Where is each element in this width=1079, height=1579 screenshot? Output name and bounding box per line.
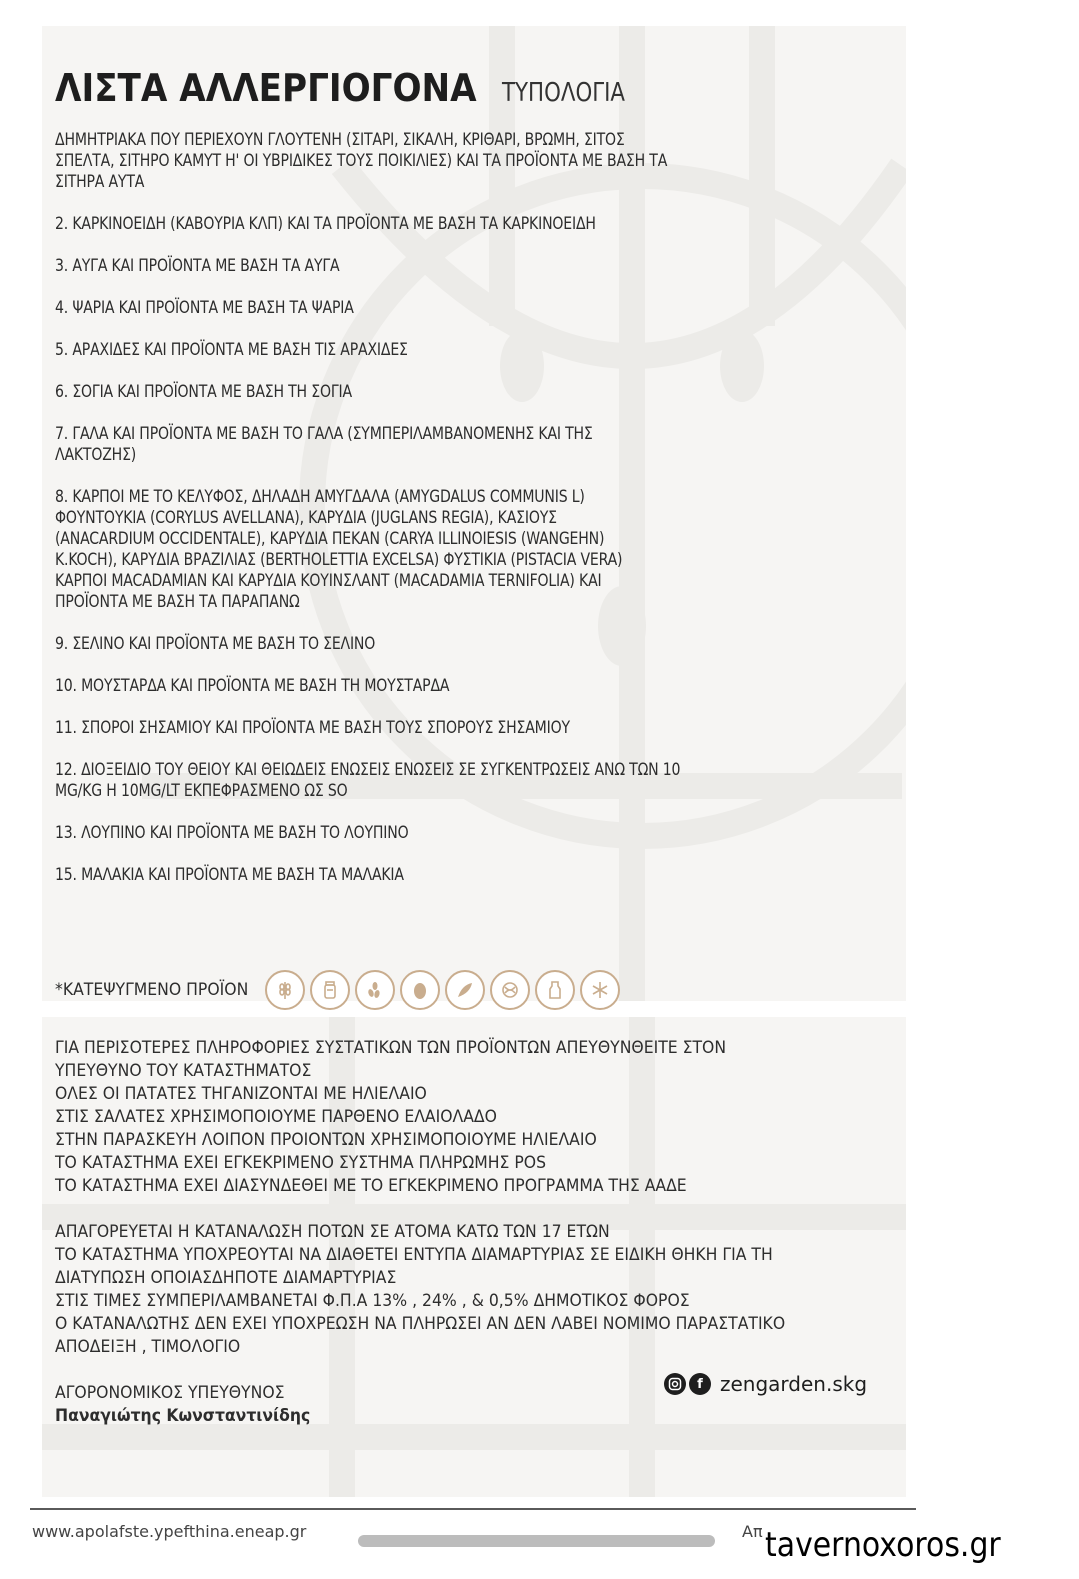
- nut-icon: [490, 970, 530, 1010]
- wheat-icon: [265, 970, 305, 1010]
- fish-icon: [445, 970, 485, 1010]
- info-block-legal: [55, 1221, 885, 1359]
- allergen-item: [55, 865, 885, 886]
- info-line: ΣΤΙΣ ΣΑΛΑΤΕΣ ΧΡΗΣΙΜΟΠΟΙΟΥΜΕ ΠΑΡΘΕΝΟ ΕΛΑΙΟΛΑΔΟ: [55, 1107, 497, 1127]
- social-links: [664, 1372, 867, 1396]
- allergen-line: 2. ΚΑΡΚΙΝΟΕΙΔΗ (ΚΑΒΟΥΡΙΑ ΚΛΠ) ΚΑΙ ΤΑ ΠΡΟΪΟΝΤΑ ΜΕ ΒΑΣΗ ΤΑ ΚΑΡΚΙΝΟΕΙΔΗ: [55, 214, 596, 234]
- info-line: ΤΟ ΚΑΤΑΣΤΗΜΑ ΥΠΟΧΡΕΟΥΤΑΙ ΝΑ ΔΙΑΘΕΤΕΙ ΕΝΤΥΠΑ ΔΙΑΜΑΡΤΥΡΙΑΣ ΣΕ ΕΙΔΙΚΗ ΘΗΚΗ ΓΙΑ ΤΗ: [55, 1245, 773, 1265]
- allergen-item: [55, 718, 885, 739]
- allergen-line: 4. ΨΑΡΙΑ ΚΑΙ ΠΡΟΪΟΝΤΑ ΜΕ ΒΑΣΗ ΤΑ ΨΑΡΙΑ: [55, 298, 354, 318]
- milk-bottle-icon: [535, 970, 575, 1010]
- allergen-line: MG/KG H 10MG/LT ΕΚΠΕΦΡΑΣΜΕΝΟ ΩΣ SO: [55, 781, 348, 801]
- allergen-item: [55, 823, 885, 844]
- allergen-item: [55, 424, 885, 466]
- allergen-line: 5. ΑΡΑΧΙΔΕΣ ΚΑΙ ΠΡΟΪΟΝΤΑ ΜΕ ΒΑΣΗ ΤΙΣ ΑΡΑΧΙΔΕΣ: [55, 340, 408, 360]
- snowflake-icon: [580, 970, 620, 1010]
- instagram-icon[interactable]: [664, 1373, 686, 1395]
- allergen-item: [55, 382, 885, 403]
- egg-icon: [400, 970, 440, 1010]
- info-line: Ο ΚΑΤΑΝΑΛΩΤΗΣ ΔΕΝ ΕΧΕΙ ΥΠΟΧΡΕΩΣΗ ΝΑ ΠΛΗΡΩΣΕΙ ΑΝ ΔΕΝ ΛΑΒΕΙ ΝΟΜΙΜΟ ΠΑΡΑΣΤΑΤΙΚΟ: [55, 1314, 786, 1334]
- social-handle[interactable]: zengarden.skg: [720, 1372, 868, 1396]
- allergen-list: [55, 130, 885, 907]
- footer-right-text: Απ: [742, 1522, 763, 1541]
- allergen-item: [55, 298, 885, 319]
- allergen-line: 8. ΚΑΡΠΟΙ ΜΕ ΤΟ ΚΕΛΥΦΟΣ, ΔΗΛΑΔΗ ΑΜΥΓΔΑΛΑ (AMYGDALUS COMMUNIS L): [55, 487, 585, 507]
- info-line: ΥΠΕΥΘΥΝΟ ΤΟΥ ΚΑΤΑΣΤΗΜΑΤΟΣ: [55, 1061, 312, 1081]
- allergen-line: 11. ΣΠΟΡΟΙ ΣΗΣΑΜΙΟΥ ΚΑΙ ΠΡΟΪΟΝΤΑ ΜΕ ΒΑΣΗ ΤΟΥΣ ΣΠΟΡΟΥΣ ΣΗΣΑΜΙΟΥ: [55, 718, 570, 738]
- allergen-item: [55, 340, 885, 361]
- horizontal-scrollbar[interactable]: [358, 1535, 715, 1547]
- info-line: ΑΠΟΔΕΙΞΗ , ΤΙΜΟΛΟΓΙΟ: [55, 1337, 241, 1357]
- allergen-line: 6. ΣΟΓΙΑ ΚΑΙ ΠΡΟΪΟΝΤΑ ΜΕ ΒΑΣΗ ΤΗ ΣΟΓΙΑ: [55, 382, 352, 402]
- info-line: ΣΤΙΣ ΤΙΜΕΣ ΣΥΜΠΕΡΙΛΑΜΒΑΝΕΤΑΙ Φ.Π.Α 13% , 24% , & 0,5% ΔΗΜΟΤΙΚΟΣ ΦΟΡΟΣ: [55, 1291, 690, 1311]
- frozen-label: *ΚΑΤΕΨΥΓΜΕΝΟ ΠΡΟΪΟΝ: [55, 980, 249, 1000]
- allergen-line: 10. ΜΟΥΣΤΑΡΔΑ ΚΑΙ ΠΡΟΪΟΝΤΑ ΜΕ ΒΑΣΗ ΤΗ ΜΟΥΣΤΑΡΔΑ: [55, 676, 450, 696]
- allergen-icons: [265, 970, 625, 1010]
- page-title: ΛΙΣΤΑ ΑΛΛΕΡΓΙΟΓΟΝΑ: [55, 66, 477, 110]
- allergen-line: 9. ΣΕΛΙΝΟ ΚΑΙ ΠΡΟΪΟΝΤΑ ΜΕ ΒΑΣΗ ΤΟ ΣΕΛΙΝΟ: [55, 634, 376, 654]
- allergen-line: 7. ΓΑΛΑ ΚΑΙ ΠΡΟΪΟΝΤΑ ΜΕ ΒΑΣΗ ΤΟ ΓΑΛΑ (ΣΥΜΠΕΡΙΛΑΜΒΑΝΟΜΕΝΗΣ ΚΑΙ ΤΗΣ: [55, 424, 593, 444]
- info-line: ΣΤΗΝ ΠΑΡΑΣΚΕΥΗ ΛΟΙΠΟΝ ΠΡΟΙΟΝΤΩΝ ΧΡΗΣΙΜΟΠΟΙΟΥΜΕ ΗΛΙΕΛΑΙΟ: [55, 1130, 597, 1150]
- allergen-item: [55, 214, 885, 235]
- allergen-item: [55, 634, 885, 655]
- seeds-icon: [355, 970, 395, 1010]
- allergen-item: [55, 760, 885, 802]
- frozen-legend: [55, 970, 625, 1010]
- jar-icon: [310, 970, 350, 1010]
- allergen-line: 3. ΑΥΓΑ ΚΑΙ ΠΡΟΪΟΝΤΑ ΜΕ ΒΑΣΗ ΤΑ ΑΥΓΑ: [55, 256, 340, 276]
- facebook-icon[interactable]: f: [689, 1373, 711, 1395]
- allergen-line: (ANACARDIUM OCCIDENTALE), ΚΑΡΥΔΙΑ ΠΕΚΑΝ (CARYA ILLINOIESIS (WANGEHN): [55, 529, 605, 549]
- watermark: tavernoxoros.gr: [765, 1525, 1001, 1565]
- allergen-line: ΚΑΡΠΟΙ MACADAMIAN ΚΑΙ ΚΑΡΥΔΙΑ ΚΟΥΙΝΣΛΑΝΤ (MACADAMIA TERNIFOLIA) ΚΑΙ: [55, 571, 602, 591]
- footer-divider: [30, 1508, 916, 1510]
- info-block-general: [55, 1037, 885, 1198]
- responsible-name: Παναγιώτης Κωνσταντινίδης: [55, 1406, 311, 1426]
- allergen-line: ΠΡΟΪΟΝΤΑ ΜΕ ΒΑΣΗ ΤΑ ΠΑΡΑΠΑΝΩ: [55, 592, 300, 612]
- allergen-line: 15. ΜΑΛΑΚΙΑ ΚΑΙ ΠΡΟΪΟΝΤΑ ΜΕ ΒΑΣΗ ΤΑ ΜΑΛΑΚΙΑ: [55, 865, 404, 885]
- allergen-line: ΦΟΥΝΤΟΥΚΙΑ (CORYLUS AVELLANA), ΚΑΡΥΔΙΑ (JUGLANS REGIA), ΚΑΣΙΟΥΣ: [55, 508, 557, 528]
- info-line: ΑΠΑΓΟΡΕΥΕΤΑΙ Η ΚΑΤΑΝΑΛΩΣΗ ΠΟΤΩΝ ΣΕ ΑΤΟΜΑ ΚΑΤΩ ΤΩΝ 17 ΕΤΩΝ: [55, 1222, 610, 1242]
- allergen-item: [55, 130, 885, 193]
- info-line: ΟΛΕΣ ΟΙ ΠΑΤΑΤΕΣ ΤΗΓΑΝΙΖΟΝΤΑΙ ΜΕ ΗΛΙΕΛΑΙΟ: [55, 1084, 427, 1104]
- page-subtitle: ΤΥΠΟΛΟΓΙΑ: [501, 78, 625, 108]
- info-line: ΤΟ ΚΑΤΑΣΤΗΜΑ ΕΧΕΙ ΔΙΑΣΥΝΔΕΘΕΙ ΜΕ ΤΟ ΕΓΚΕΚΡΙΜΕΝΟ ΠΡΟΓΡΑΜΜΑ ΤΗΣ ΑΑΔΕ: [55, 1176, 687, 1196]
- allergen-line: ΔΗΜΗΤΡΙΑΚΑ ΠΟΥ ΠΕΡΙΕΧΟΥΝ ΓΛΟΥΤΕΝΗ (ΣΙΤΑΡΙ, ΣΙΚΑΛΗ, ΚΡΙΘΑΡΙ, ΒΡΩΜΗ, ΣΙΤΟΣ: [55, 130, 625, 150]
- info-line: ΤΟ ΚΑΤΑΣΤΗΜΑ ΕΧΕΙ ΕΓΚΕΚΡΙΜΕΝΟ ΣΥΣΤΗΜΑ ΠΛΗΡΩΜΗΣ POS: [55, 1153, 547, 1173]
- store-info: [55, 1037, 885, 1428]
- allergen-line: K.KOCH), ΚΑΡΥΔΙΑ ΒΡΑΖΙΛΙΑΣ (BERTHOLETTIA EXCELSA) ΦΥΣΤΙΚΙΑ (PISTACIA VERA): [55, 550, 623, 570]
- page-header: [55, 66, 651, 110]
- allergen-line: ΣΠΕΛΤΑ, ΣΙΤΗΡΟ ΚΑΜΥΤ Η' ΟΙ ΥΒΡΙΔΙΚΕΣ ΤΟΥΣ ΠΟΙΚΙΛΙΕΣ) ΚΑΙ ΤΑ ΠΡΟΪΟΝΤΑ ΜΕ ΒΑΣΗ ΤΑ: [55, 151, 668, 171]
- allergen-line: ΛΑΚΤΟΖΗΣ): [55, 445, 137, 465]
- allergen-item: [55, 676, 885, 697]
- allergen-line: 13. ΛΟΥΠΙΝΟ ΚΑΙ ΠΡΟΪΟΝΤΑ ΜΕ ΒΑΣΗ ΤΟ ΛΟΥΠΙΝΟ: [55, 823, 409, 843]
- allergen-item: [55, 487, 885, 613]
- responsible-title: ΑΓΟΡΟΝΟΜΙΚΟΣ ΥΠΕΥΘΥΝΟΣ: [55, 1383, 285, 1403]
- allergen-item: [55, 256, 885, 277]
- allergen-line: ΣΙΤΗΡΑ ΑΥΤΑ: [55, 172, 145, 192]
- info-line: ΔΙΑΤΥΠΩΣΗ ΟΠΟΙΑΣΔΗΠΟΤΕ ΔΙΑΜΑΡΤΥΡΙΑΣ: [55, 1268, 397, 1288]
- footer-url[interactable]: www.apolafste.ypefthina.eneap.gr: [32, 1522, 307, 1541]
- info-line: ΓΙΑ ΠΕΡΙΣΟΤΕΡΕΣ ΠΛΗΡΟΦΟΡΙΕΣ ΣΥΣΤΑΤΙΚΩΝ ΤΩΝ ΠΡΟΪΟΝΤΩΝ ΑΠΕΥΘΥΝΘΕΙΤΕ ΣΤΟΝ: [55, 1038, 727, 1058]
- allergen-line: 12. ΔΙΟΞΕΙΔΙΟ ΤΟΥ ΘΕΙΟΥ ΚΑΙ ΘΕΙΩΔΕΙΣ ΕΝΩΣΕΙΣ ΕΝΩΣΕΙΣ ΣΕ ΣΥΓΚΕΝΤΡΩΣΕΙΣ ΑΝΩ ΤΩΝ 10: [55, 760, 681, 780]
